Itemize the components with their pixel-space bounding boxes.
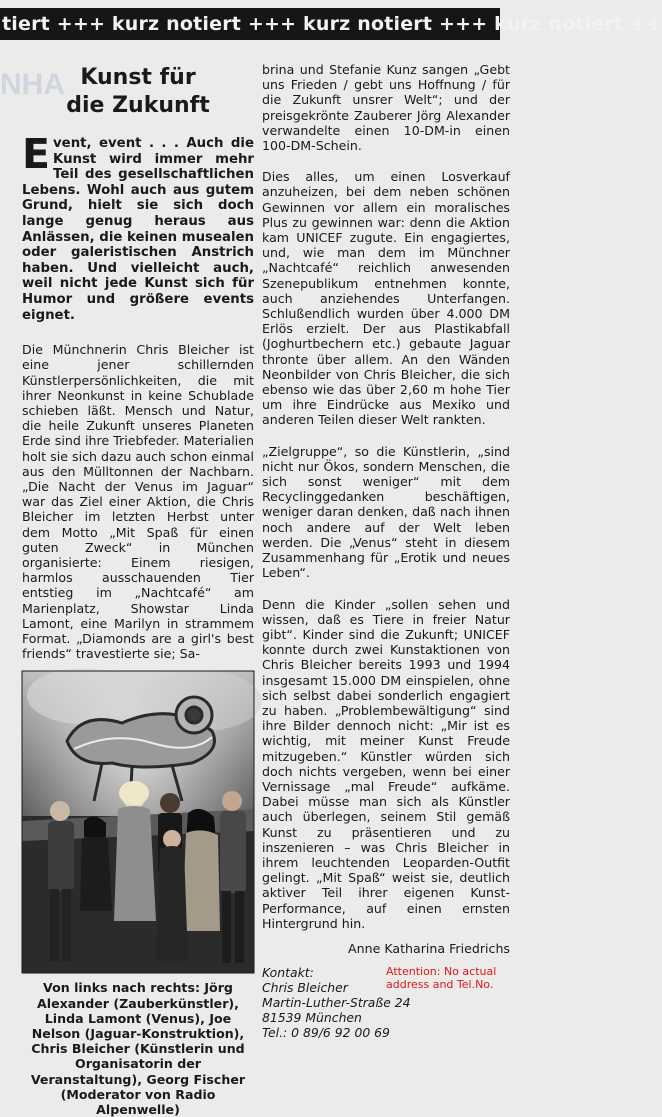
contact-street: Martin-Luther-Straße 24 (262, 994, 411, 1010)
attention-note: Attention: No actual address and Tel.No. (386, 964, 497, 991)
drop-cap: E (22, 130, 51, 178)
news-banner (0, 8, 662, 40)
body-paragraph-right-4: Denn die Kinder „sollen sehen und wissen, daß es Tiere in freier Natur gibt“. Kinder sind die Zukunft; UNICEF konnte durch zwei Kunstaktionen von Chris Bleicher bereits 1993 und 1994 insgesamt 15.000 DM einspielen, ohne sich selbst dabei sonderlich engagiert zu haben. „Problembewältigung“ sind ihre Bilder dennoch nicht: „Mir ist es wichtig, mit meiner Kunst Freude mitzugeben.“ Künstler würden sich doch nichts vergeben, wenn bei einer Vernissage „mal Freude“ aufkäme. Dabei müsse man sich als Künstler auch überlegen, seinem Stil gemäß Kunst zu präsentieren und zu inszenieren – was Chris Bleicher in ihrem leuchtenden Leoparden-Outfit gelingt. „Mit Spaß“ weist sie, deutlich aktiver Teil ihrer eigenen Kunst-Performance, auf einen ernsten Hintergrund hin. (262, 596, 510, 931)
body-paragraph-right-1: brina und Stefanie Kunz sangen „Gebt uns Frieden / gebt uns Hoffnung / für die Zukunft unsrer Welt“; und der preisgekrönte Zauberer Jörg Alexander verwandelte einen 10-DM-in einen 100-DM-Schein. (262, 62, 510, 154)
body-paragraph-right-3: „Zielgruppe“, so die Künstlerin, „sind nicht nur Ökos, sondern Menschen, die sich sonst weniger“ mit dem Recyclinggedanken beschäftigen, weniger daran denken, daß nach ihnen noch andere auf der Welt leben werden. Die „Venus“ steht in diesem Zusammenhang für „Erotik und neues Leben“. (262, 443, 510, 581)
article-lead (22, 130, 254, 323)
contact-city: 81539 München (262, 1009, 362, 1025)
event-photo-illustration (22, 671, 254, 973)
contact-name: Chris Bleicher (262, 979, 348, 995)
event-photo (22, 671, 254, 973)
article-headline (22, 64, 254, 120)
lead-text: vent, event . . . Auch die Kunst wird immer mehr Teil des gesellschaftlichen Lebens. Wohl auch aus gutem Grund, hielt sie sich doch lange genug heraus aus Anlässen, die keinen musealen oder galeristischen Anstrich haben. Und vielleicht auch, weil nicht jede Kunst sich für Humor und größere events eignet. (22, 136, 254, 323)
left-column (22, 60, 254, 1117)
contact-heading: Kontakt: (262, 964, 314, 980)
background-watermark: NHA (0, 68, 65, 101)
contact-block (262, 965, 510, 1040)
body-paragraph-right-2: Dies alles, um einen Losverkauf anzuheizen, bei dem neben schönen Gewinnen vor allem ein moralisches Plus zu gewinnen war: denn die Aktion kam UNICEF zugute. Ein engagiertes, und, wie man dem im Münchner „Nachtcafé“ reichlich anwesenden Szenepublikum entnehmen konnte, auch anziehendes Unterfangen. Schlußendlich wurden über 4.000 DM Erlös erzielt. Der aus Plastikabfall (Joghurtbechern etc.) gebaute Jaguar thronte über allem. An den Wänden Neonbilder von Chris Bleicher, die sich ebenso wie das über 2,60 m hohe Tier um ihre Eindrücke aus Mexiko und anderen Teilen dieser Welt rankten. (262, 169, 510, 428)
author-byline: Anne Katharina Friedrichs (348, 940, 510, 956)
right-column (262, 60, 510, 1040)
photo-caption: Von links nach rechts: Jörg Alexander (Zauberkünstler), Linda Lamont (Venus), Joe Nelson (Jaguar-Konstruktion), Chris Bleicher (Künstlerin und Organisatorin der Veranstaltung), Georg Fischer (Moderator von Radio Alpenwelle) (30, 980, 246, 1117)
body-paragraph-left: Die Münchnerin Chris Bleicher ist eine jener schillernden Künstlerpersönlichkeiten, die mit ihrer Neonkunst in keine Schublade schieben läßt. Mensch und Natur, die heile Zukunft unseres Planeten Erde sind ihre Triebfeder. Materialien holt sie sich dazu auch schon einmal aus den Mülltonnen der Nachbarn. „Die Nacht der Venus im Jaguar“ war das Ziel einer Aktion, die Chris Bleicher im letzten Herbst unter dem Motto „Mit Spaß für einen guten Zweck“ in München organisierte: Einem riesigen, harmlos ausschauenden Tier entstieg im „Nachtcafé“ am Marienplatz, Showstar Linda Lamont, eine Marilyn in strammem Format. „Diamonds are a girl's best friends“ travestierte sie; Sa- (22, 342, 254, 662)
headline-line-1: Kunst für (80, 65, 196, 90)
contact-phone: Tel.: 0 89/6 92 00 69 (262, 1024, 390, 1040)
headline-line-2: die Zukunft (66, 93, 210, 118)
banner-text: tiert +++ kurz notiert +++ kurz notiert +++ kurz notiert ++ (2, 13, 662, 35)
